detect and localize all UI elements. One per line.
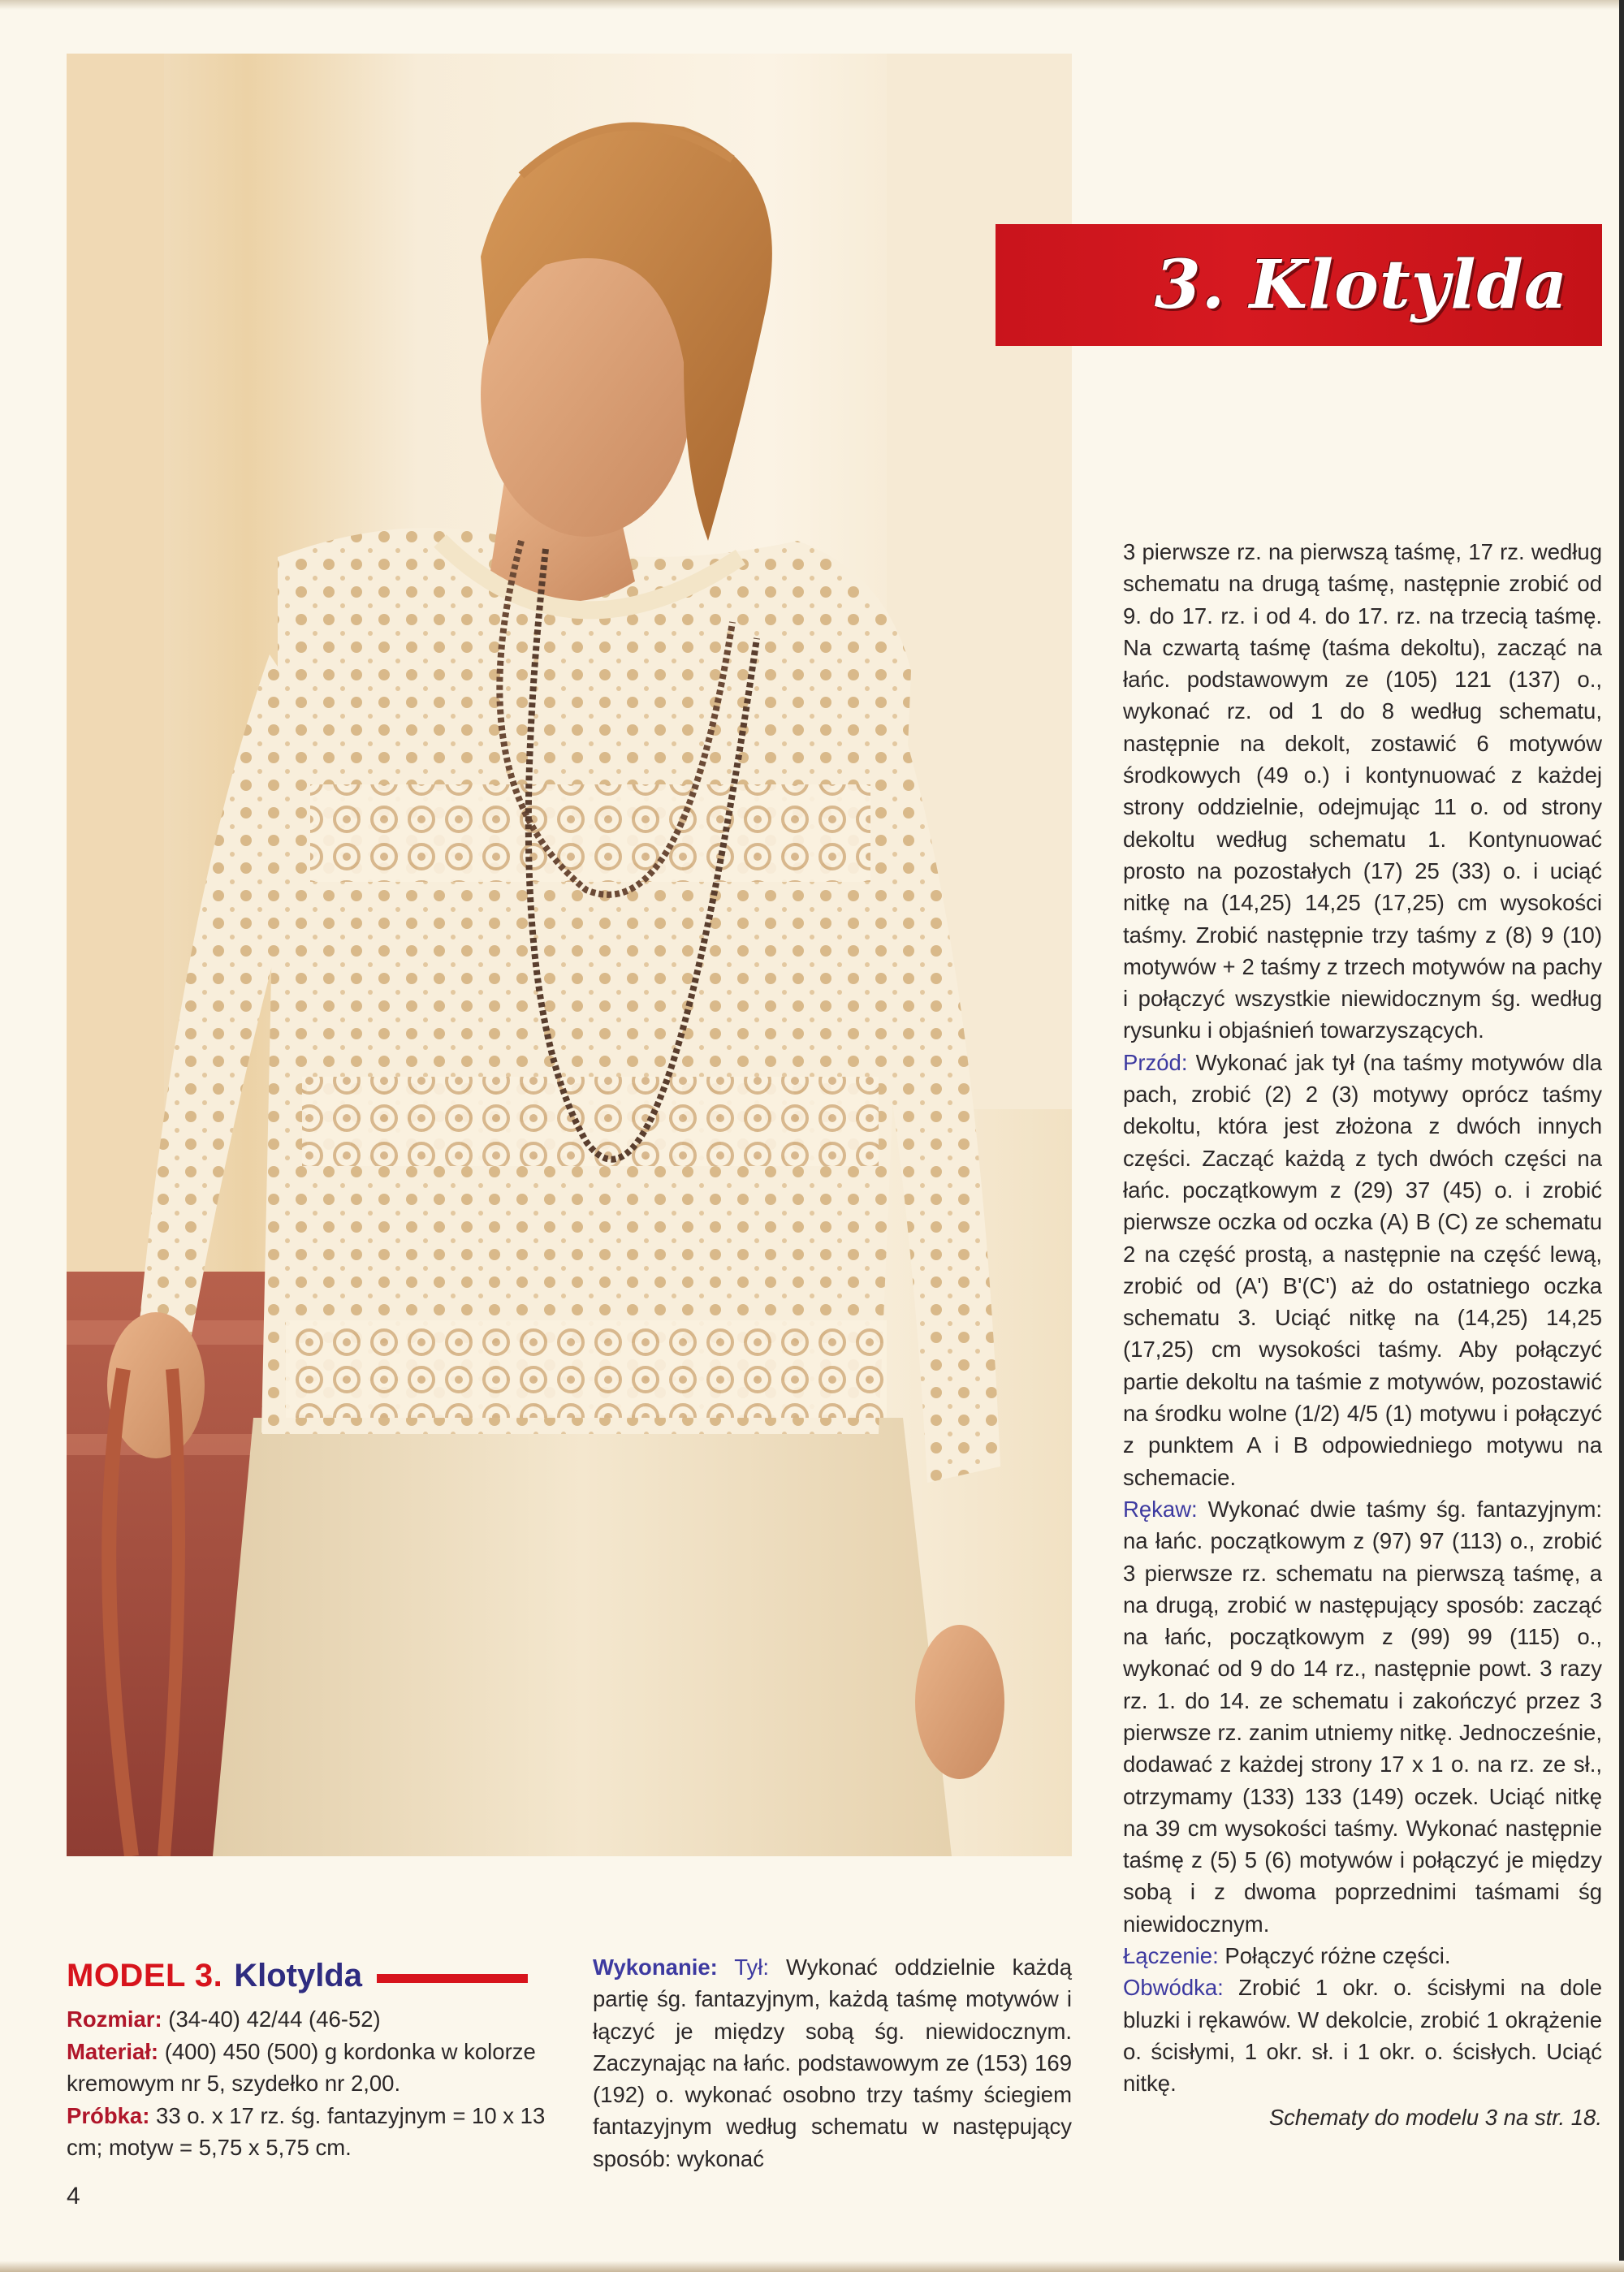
schematics-note: Schematy do modelu 3 na str. 18.	[1268, 2104, 1602, 2130]
edging-text: Zrobić 1 okr. o. ścisłymi na dole bluzki i rękawów. W dekolcie, zrobić 1 okrążenie o. ścisłymi, 1 okr. sł. i 1 okr. o. ścisłych. Uciąć nitkę.	[1123, 1975, 1602, 2097]
sleeve-heading: Rękaw:	[1123, 1496, 1198, 1522]
sleeve-text: Wykonać dwie taśmy śg. fantazyjnym: na łańc. początkowym z (97) 97 (113) o., zrobić 3 pierwsze rz. schematu na pierwszą taśmę, a na drugą, zrobić w następujący sposób: zacząć na łańc, początkowym z (99) 99 (115) o., wykonać od 9 do 14 rz., następnie powt. 3 razy rz. 1. do 14. ze schematu i zakończyć przez 3 pierwsze rz. zanim utniemy nitkę. Jednocześnie, dodawać z każdej strony 17 x 1 o. na rz. ze sł., otrzymamy (133) 133 (149) oczek. Uciąć nitkę na 39 cm wysokości taśmy. Wykonać następnie taśmę z (5) 5 (6) motywów i połączyć je między sobą i z dwoma poprzednimi taśmami śg niewidocznym.	[1123, 1496, 1602, 1937]
instructions-paragraph	[1123, 536, 1602, 1047]
gauge-value: 33 o. x 17 rz. śg. fantazyjnym = 10 x 13 cm; motyw = 5,75 x 5,75 cm.	[67, 2102, 546, 2161]
front-heading: Przód:	[1123, 1049, 1188, 1075]
gauge-label: Próbka:	[67, 2102, 150, 2128]
sleeve-paragraph	[1123, 1493, 1602, 1940]
model-number: MODEL 3.	[67, 1958, 223, 1993]
back-continued-text: 3 pierwsze rz. na pierwszą taśmę, 17 rz. według schematu na drugą taśmę, następnie zrobić od 9. do 17. rz. i od 4. do 17. rz. na trzecią taśmę. Na czwartą taśmę (taśma dekoltu), zacząć na łańc. podstawowym ze (105) 121 (137) o., wykonać rz. od 1 do 8 według schematu, następnie na dekolt, zostawić 6 motywów środkowych (49 o.) i kontynuować z każdej strony oddzielnie, odejmując 11 o. od strony dekoltu według schematu 1. Kontynuować prosto na pozostałych (17) 25 (33) o. i uciąć nitkę na (14,25) 14,25 (17,25) cm wysokości taśmy. Zrobić następnie trzy taśmy z (8) 9 (10) motywów + 2 taśmy z trzech motywów na pachy i połączyć wszystkie niewidocznym śg. według rysunku i objaśnień towarzyszących.	[1123, 539, 1602, 1043]
back-text: Wykonać oddzielnie każdą partię śg. fantazyjnym, każdą taśmę motywów i łączyć je między sobą śg. niewidocznym. Zaczynając na łańc. podstawowym ze (153) 169 (192) o. wykonać osobno trzy taśmy ściegiem fantazyjnym według schematu w następujący sposób: wykonać	[593, 1955, 1072, 2171]
front-paragraph	[1123, 1047, 1602, 1493]
size-line	[67, 2003, 554, 2035]
model-specs	[67, 1960, 554, 2163]
model-photo	[67, 54, 1072, 1856]
size-label: Rozmiar:	[67, 2006, 162, 2032]
front-text: Wykonać jak tył (na taśmy motywów dla pach, zrobić (2) 2 (3) motywy oprócz taśmy dekoltu, która jest złożona z dwóch innych części. Zacząć każdą z tych dwóch części na łańc. początkowym z (29) 37 (45) o. i zrobić pierwsze oczka od oczka (A) B (C) ze schematu 2 na część prostą, a następnie na część lewą, zrobić od (A') B'(C') aż do ostatniego oczka schematu 3. Uciąć nitkę na (14,25) 14,25 (17,25) cm wysokości taśmy. Aby połączyć partie dekoltu na taśmie z motywów, pozostawić na środku wolne (1/2) 4/5 (1) motywu i połączyć z punktem A i B odpowiedniego motywu na schemacie.	[1123, 1049, 1602, 1490]
joining-paragraph	[1123, 1940, 1602, 1972]
edging-heading: Obwódka:	[1123, 1975, 1224, 2001]
instructions-middle-column	[593, 1951, 1072, 2175]
material-label: Materiał:	[67, 2038, 159, 2064]
edging-paragraph	[1123, 1972, 1602, 2099]
size-value: (34-40) 42/44 (46-52)	[162, 2006, 381, 2032]
back-heading: Tył:	[717, 1955, 770, 1980]
execution-paragraph	[593, 1951, 1072, 2175]
model-name: Klotylda	[234, 1958, 362, 1993]
execution-heading: Wykonanie:	[593, 1955, 718, 1980]
page-number: 4	[67, 2183, 80, 2209]
title-banner	[996, 224, 1602, 346]
scan-bottom-edge	[0, 2261, 1624, 2272]
scan-right-edge	[1619, 0, 1624, 2272]
gauge-line	[67, 2100, 554, 2164]
scan-top-edge	[0, 0, 1624, 10]
model-title	[67, 1960, 554, 1992]
material-line	[67, 2036, 554, 2100]
joining-text: Połączyć różne części.	[1218, 1943, 1451, 1969]
instructions-right-column	[1123, 536, 1602, 2133]
title-accent-bar	[377, 1974, 528, 1983]
title-text: 3. Klotylda	[1154, 246, 1568, 324]
material-value: (400) 450 (500) g kordonka w kolorze kremowym nr 5, szydełko nr 2,00.	[67, 2038, 536, 2097]
photo-illustration	[67, 54, 1072, 1856]
joining-heading: Łączenie:	[1123, 1943, 1219, 1969]
